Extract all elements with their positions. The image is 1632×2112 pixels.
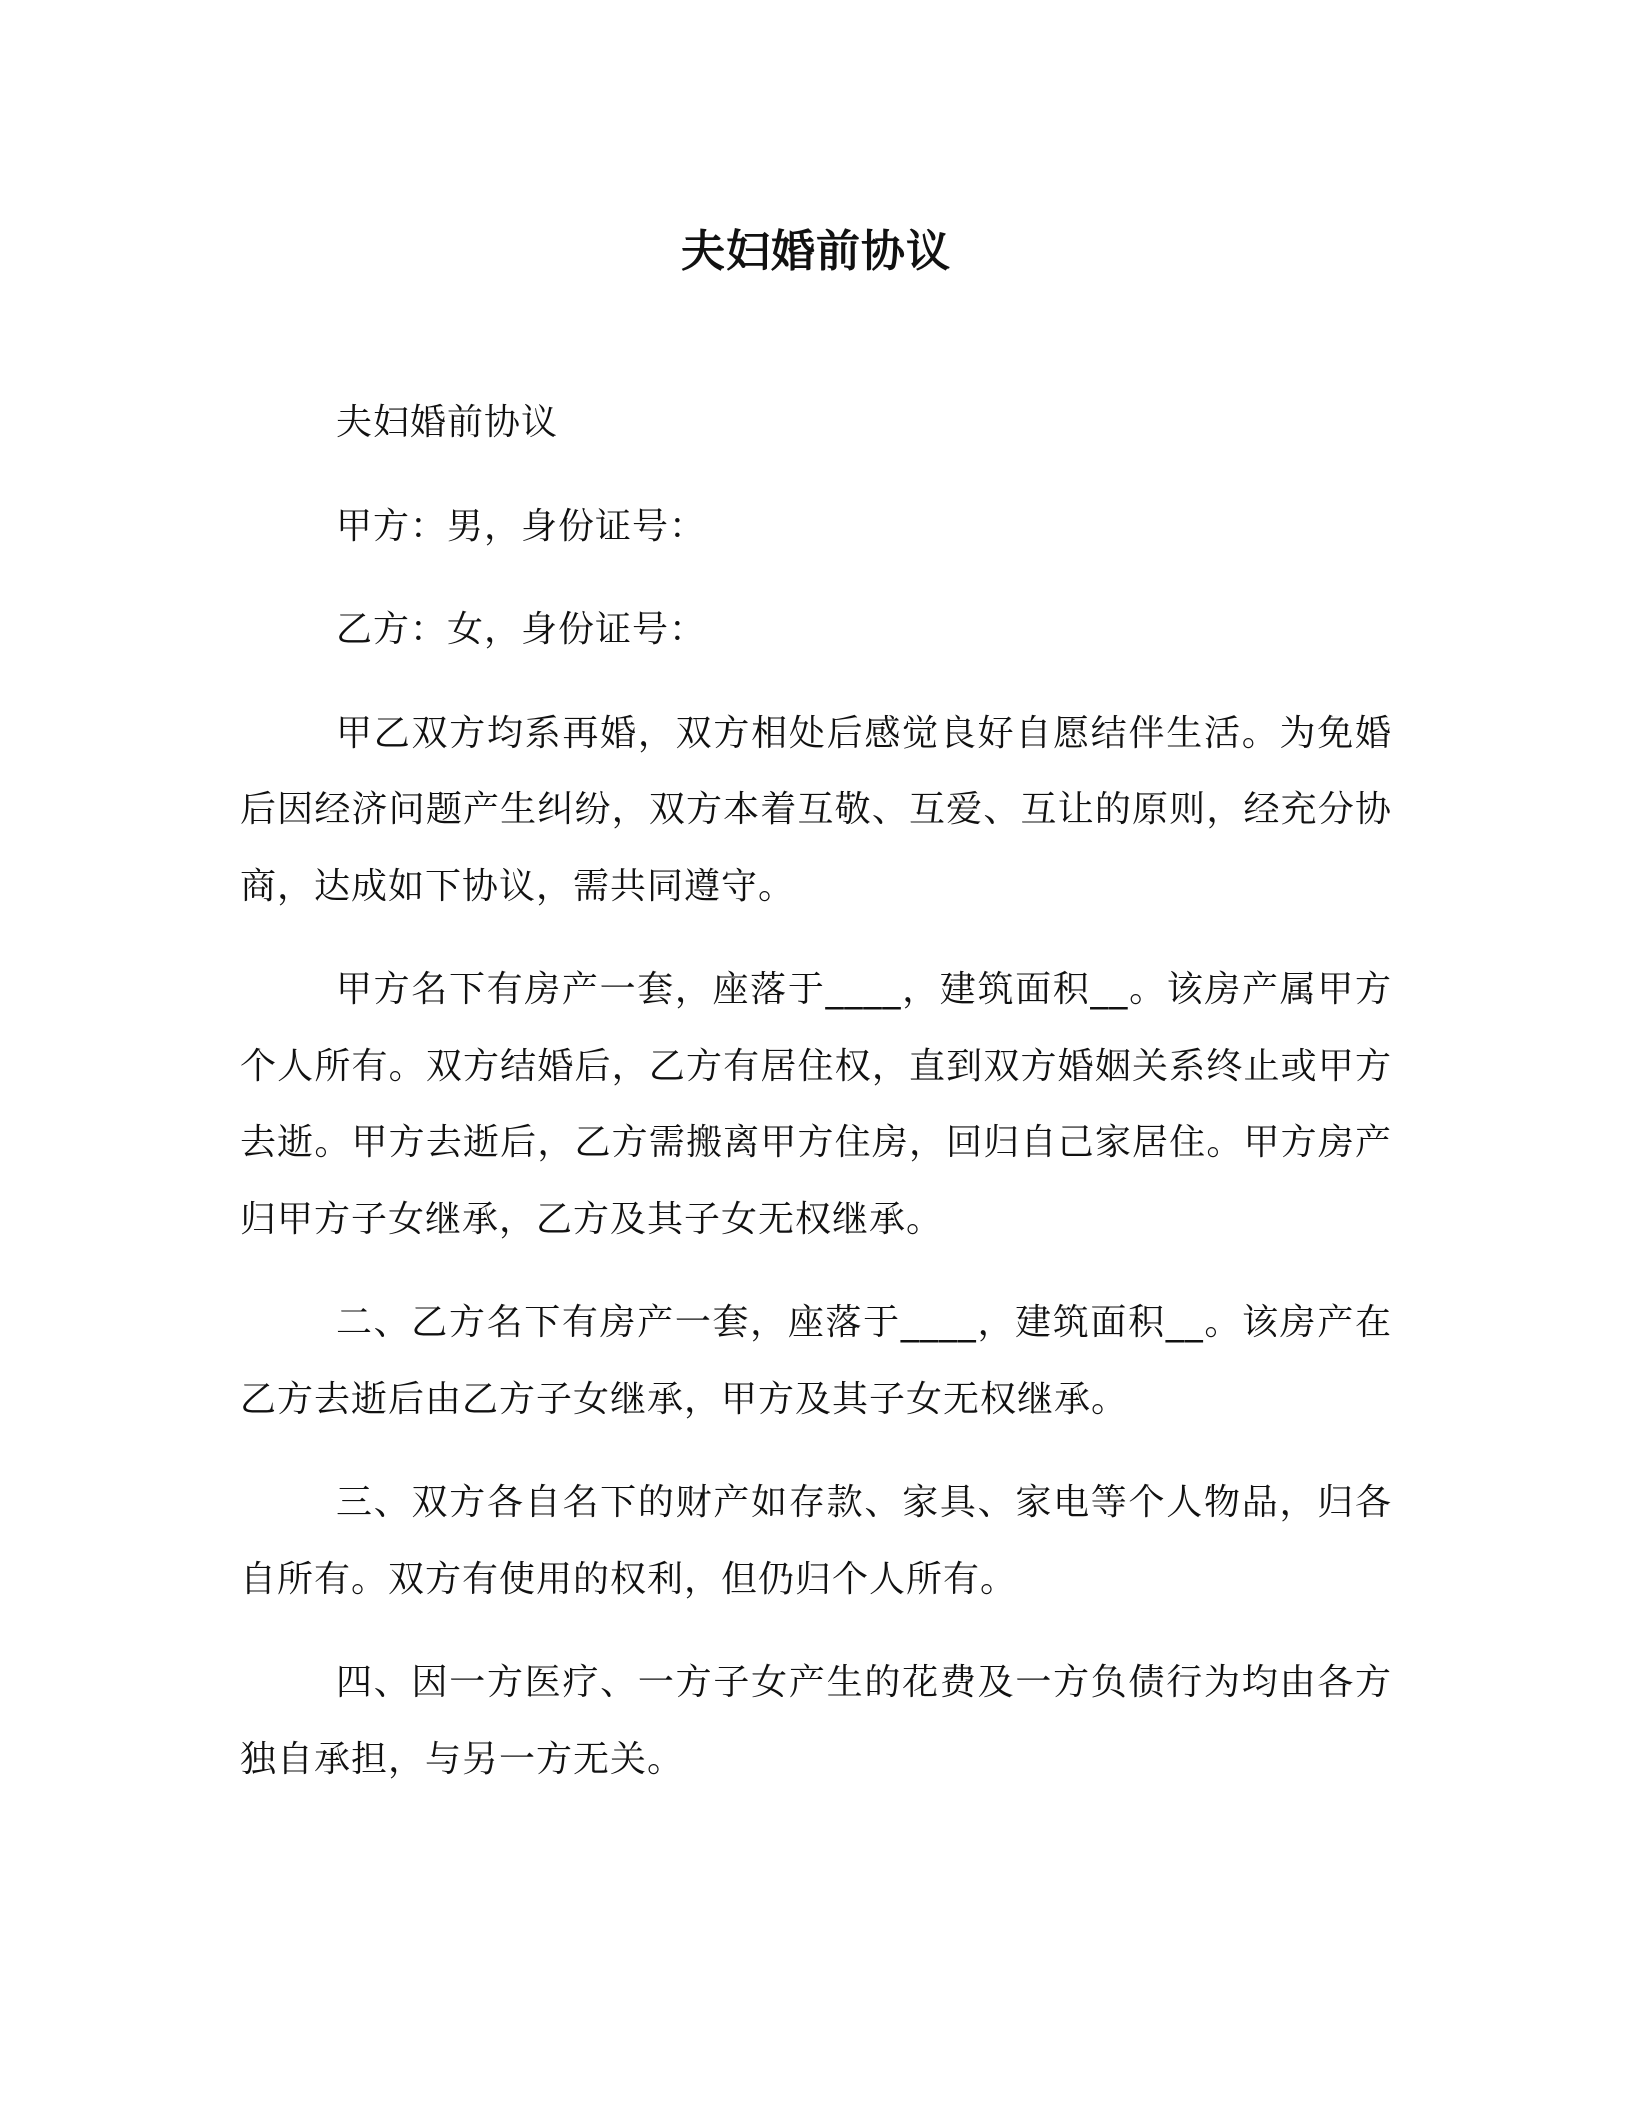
paragraph-clause-1: 甲方名下有房产一套，座落于____，建筑面积__。该房产属甲方个人所有。双方结婚后，乙方有居住权，直到双方婚姻关系终止或甲方去逝。甲方去逝后，乙方需搬离甲方住房，回归自己家居住。甲方房产归甲方子女继承，乙方及其子女无权继承。 — [240, 969, 1392, 1240]
paragraph-party-a: 甲方：男，身份证号： — [336, 505, 707, 547]
document-body — [240, 385, 1392, 1825]
paragraph-clause-2: 二、乙方名下有房产一套，座落于____，建筑面积__。该房产在乙方去逝后由乙方子女继承，甲方及其子女无权继承。 — [240, 1302, 1392, 1420]
paragraph-clause-3: 三、双方各自名下的财产如存款、家具、家电等个人物品，归各自所有。双方有使用的权利，但仍归个人所有。 — [240, 1482, 1392, 1600]
paragraph-subtitle: 夫妇婚前协议 — [336, 402, 559, 443]
paragraph-party-b: 乙方：女，身份证号： — [336, 609, 707, 650]
document-title: 夫妇婚前协议 — [681, 226, 951, 277]
paragraph-preamble: 甲乙双方均系再婚，双方相处后感觉良好自愿结伴生活。为免婚后因经济问题产生纠纷，双方本着互敬、互爱、互让的原则，经充分协商，达成如下协议，需共同遵守。 — [240, 712, 1392, 907]
paragraph-clause-4: 四、因一方医疗、一方子女产生的花费及一方负债行为均由各方独自承担，与另一方无关。 — [240, 1662, 1392, 1780]
